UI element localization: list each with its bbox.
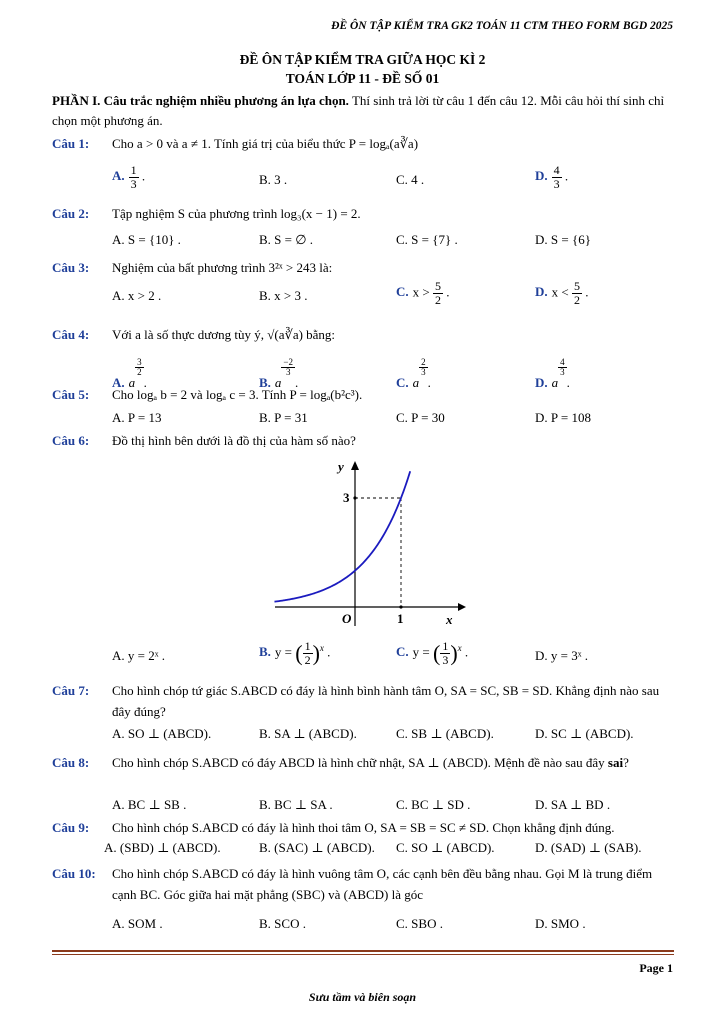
option-a[interactable]: A. BC ⊥ SB . [112,797,187,812]
option-a[interactable]: A. P = 13 [112,410,162,425]
question-text: Cho logₐ b = 2 và logₐ c = 3. Tính P = logₐ(b²c³). [112,387,363,402]
question-label: Câu 6: [52,433,90,448]
option-d[interactable]: D. a $\frac{4}{3}$ . [535,357,570,390]
question-text: Đồ thị hình bên dưới là đồ thị của hàm số nào? [112,433,356,448]
option-c[interactable]: C. BC ⊥ SD . [396,797,471,812]
question-label: Câu 5: [52,387,90,402]
x-tick-label: 1 [397,611,404,626]
option-d[interactable]: D. x < $\frac{5}{2}$ . [535,279,589,307]
question-9 [52,817,674,838]
option-b[interactable]: B. SA ⊥ (ABCD). [259,726,357,741]
question-label: Câu 7: [52,683,90,698]
option-c[interactable]: C. a $\frac{2}{3}$ . [396,357,431,390]
page-number: Page 1 [639,961,673,975]
option-a[interactable]: A. a $\frac{3}{2}$ . [112,357,147,390]
x-axis-arrow [458,603,466,611]
option-b[interactable]: B. SCO . [259,916,306,931]
option-c[interactable]: C. P = 30 [396,410,445,425]
question-label: Câu 4: [52,327,90,342]
question-label: Câu 1: [52,136,90,151]
option-b[interactable]: B. x > 3 . [259,288,308,303]
y-tick-label: 3 [343,490,350,505]
footer-rule-thin [52,954,674,955]
option-a[interactable]: A. x > 2 . [112,288,162,303]
question-label: Câu 3: [52,260,90,275]
question-text: Với a là số thực dương tùy ý, √(a∛a) bằng: [112,327,336,342]
question-text: Cho hình chóp tứ giác S.ABCD có đáy là hình bình hành tâm O, SA = SC, SB = SD. Khẳng định nào sau đây đúng? [112,683,660,719]
option-b[interactable]: B. S = ∅ . [259,232,314,247]
question-6 [52,430,674,451]
option-b[interactable]: B. a $\frac{-2}{3}$ . [259,357,299,390]
question-2 [52,203,674,224]
question-3 [52,257,674,278]
option-c[interactable]: C. S = {7} . [396,232,458,247]
question-label: Câu 2: [52,206,90,221]
question-text: Cho hình chóp S.ABCD có đáy là hình vuông tâm O, các cạnh bên đều bằng nhau. Gọi M là trung điểm cạnh BC. Góc giữa hai mặt phẳng (SBC) và (ABCD) là góc [112,866,653,902]
question-text: Nghiệm của bất phương trình 3²ˣ > 243 là: [112,260,333,275]
question-7 [52,680,674,722]
option-a[interactable]: A. (SBD) ⊥ (ABCD). [104,840,221,855]
option-d[interactable]: D. $\frac{4}{3}$ . [535,163,569,191]
option-d[interactable]: D. S = {6} [535,232,591,247]
y-axis-arrow [351,461,359,470]
option-b[interactable]: B. (SAC) ⊥ (ABCD). [259,840,375,855]
option-d[interactable]: D. SA ⊥ BD . [535,797,611,812]
question-10 [52,863,674,905]
option-d[interactable]: D. y = 3ˣ . [535,648,588,663]
question-text: Cho hình chóp S.ABCD có đáy là hình thoi tâm O, SA = SB = SC ≠ SD. Chọn khẳng định đúng. [112,820,615,835]
question-emphasis: sai [607,755,624,770]
exam-title: ĐỀ ÔN TẬP KIỂM TRA GIỮA HỌC KÌ 2 [239,52,486,67]
option-b[interactable]: B. y = ( $\frac{1}{2}$ )$^x$ . [259,639,331,667]
question-label: Câu 8: [52,755,90,770]
fraction: $\frac{5}{2}$ [573,279,580,307]
part-text: Thí sinh trả lời từ câu 1 đến câu 12. Mỗi câu hỏi thí sinh chỉ chọn một phương án. [52,93,665,128]
option-d[interactable]: D. (SAD) ⊥ (SAB). [535,840,642,855]
question-4 [52,324,674,345]
option-c[interactable]: C. SO ⊥ (ABCD). [396,840,495,855]
option-b[interactable]: B. P = 31 [259,410,308,425]
question-text: Cho hình chóp S.ABCD có đáy ABCD là hình chữ nhật, SA ⊥ (ABCD). Mệnh đề nào sau đây [112,755,605,770]
fraction: $\frac{5}{2}$ [434,279,441,307]
option-d[interactable]: D. SC ⊥ (ABCD). [535,726,634,741]
option-a[interactable]: A. SO ⊥ (ABCD). [112,726,212,741]
running-header: ĐỀ ÔN TẬP KIỂM TRA GK2 TOÁN 11 CTM THEO FORM BGD 2025 [331,20,673,32]
footer-credit: Sưu tầm và biên soạn [308,990,417,1004]
question-8: Câu 8: Cho hình chóp S.ABCD có đáy ABCD là hình chữ nhật, SA ⊥ (ABCD). Mệnh đề nào sau đây sai? [52,752,674,773]
question-label: Câu 10: [52,866,96,881]
option-c[interactable]: C. SB ⊥ (ABCD). [396,726,494,741]
exponential-graph [270,458,470,628]
option-a[interactable]: A. SOM . [112,916,163,931]
option-c[interactable]: C. y = ( $\frac{1}{3}$ )$^x$ . [396,639,469,667]
option-c[interactable]: C. 4 . [396,172,425,187]
tick-point-x [399,605,402,608]
tick-point-y [353,496,356,499]
question-text: Cho a > 0 và a ≠ 1. Tính giá trị của biểu thức P = logₐ(a∛a) [112,136,419,151]
option-b[interactable]: B. 3 . [259,172,288,187]
fraction: $\frac{4}{3}$ [553,163,560,191]
x-label: x [446,612,453,627]
part-instructions [52,91,672,131]
option-a[interactable]: A. $\frac{1}{3}$ . [112,163,146,191]
option-a[interactable]: A. y = 2ˣ . [112,648,165,663]
exam-subtitle: TOÁN LỚP 11 - ĐỀ SỐ 01 [285,71,440,86]
option-a[interactable]: A. S = {10} . [112,232,181,247]
question-5 [52,384,674,405]
option-c[interactable]: C. x > $\frac{5}{2}$ . [396,279,450,307]
option-c[interactable]: C. SBO . [396,916,443,931]
question-label: Câu 9: [52,820,90,835]
fraction: $\frac{1}{3}$ [130,163,137,191]
y-label: y [338,459,344,474]
origin-label: O [342,611,352,626]
option-d[interactable]: D. P = 108 [535,410,591,425]
fraction: $\frac{1}{2}$ [304,639,311,667]
part-label: PHẦN I. Câu trắc nghiệm nhiều phương án lựa chọn. [52,93,349,108]
option-d[interactable]: D. SMO . [535,916,586,931]
question-1 [52,133,674,154]
option-b[interactable]: B. BC ⊥ SA . [259,797,333,812]
question-text: Tập nghiệm S của phương trình log₃(x − 1) = 2. [112,206,361,221]
fraction: $\frac{1}{3}$ [442,639,449,667]
footer-rule [52,950,674,952]
